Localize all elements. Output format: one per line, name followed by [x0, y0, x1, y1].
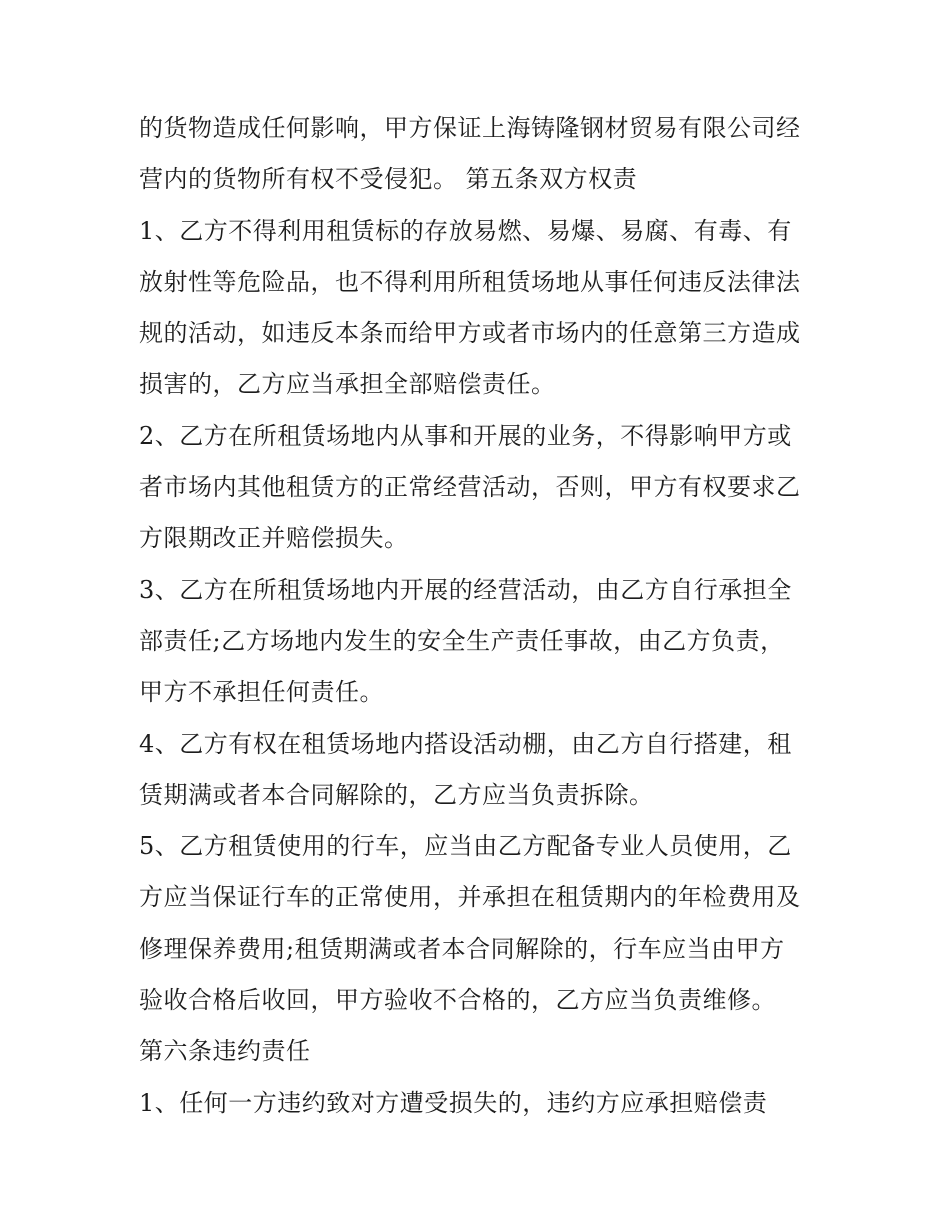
text-line: 部责任;乙方场地内发生的安全生产责任事故，由乙方负责， — [139, 626, 785, 655]
document-body — [139, 103, 829, 1129]
text-line: 的货物造成任何影响，甲方保证上海铸隆钢材贸易有限公司经 — [139, 114, 801, 142]
text-line: 验收合格后收回，甲方验收不合格的，乙方应当负责维修。 — [139, 986, 776, 1015]
text-line: 5、乙方租赁使用的行车，应当由乙方配备专业人员使用，乙 — [139, 832, 792, 861]
text-line: 甲方不承担任何责任。 — [139, 678, 384, 707]
text-line: 4、乙方有权在租赁场地内搭设活动棚，由乙方自行搭建，租 — [139, 729, 792, 758]
text-line: 方限期改正并赔偿损失。 — [139, 524, 409, 553]
text-line: 方应当保证行车的正常使用，并承担在租赁期内的年检费用及 — [139, 883, 801, 912]
text-line: 者市场内其他租赁方的正常经营活动，否则，甲方有权要求乙 — [139, 473, 801, 502]
text-line: 放射性等危险品，也不得利用所租赁场地从事任何违反法律法 — [139, 267, 801, 296]
text-line: 3、乙方在所租赁场地内开展的经营活动，由乙方自行承担全 — [139, 575, 792, 604]
text-line: 1、乙方不得利用租赁标的存放易燃、易爆、易腐、有毒、有 — [139, 216, 792, 245]
text-line: 赁期满或者本合同解除的，乙方应当负责拆除。 — [139, 780, 654, 809]
text-line: 规的活动，如违反本条而给甲方或者市场内的任意第三方造成 — [139, 319, 801, 348]
text-line: 损害的，乙方应当承担全部赔偿责任。 — [139, 370, 556, 399]
text-line: 1、任何一方违约致对方遭受损失的，违约方应承担赔偿责 — [139, 1088, 768, 1117]
text-line: 2、乙方在所租赁场地内从事和开展的业务，不得影响甲方或 — [139, 421, 792, 450]
text-line: 营内的货物所有权不受侵犯。 第五条双方权责 — [139, 165, 638, 194]
text-line: 修理保养费用;租赁期满或者本合同解除的，行车应当由甲方 — [139, 934, 785, 963]
section-heading: 第六条违约责任 — [139, 1037, 311, 1066]
